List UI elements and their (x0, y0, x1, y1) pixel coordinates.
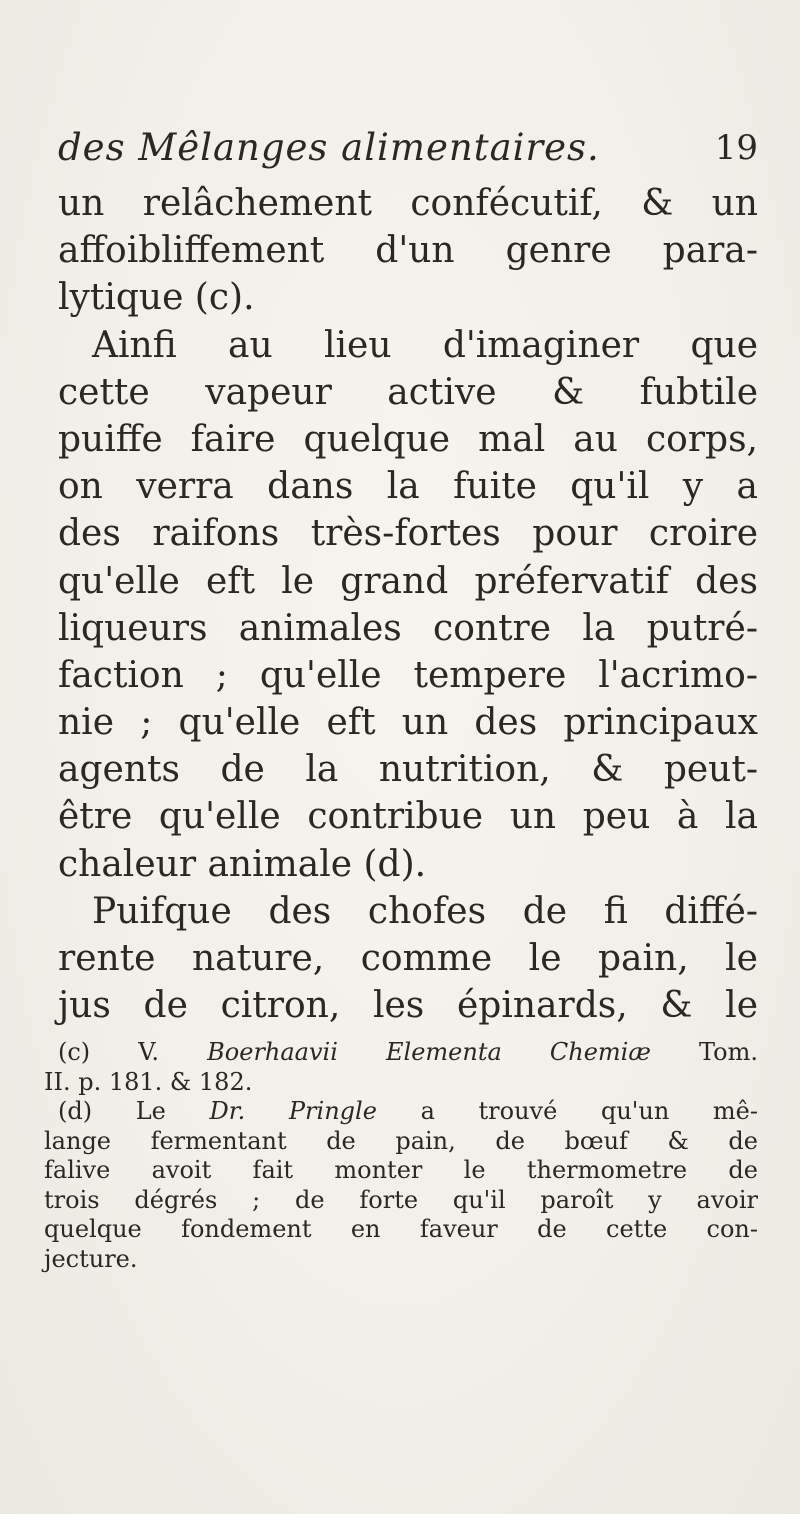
footnote-line: jecture. (44, 1244, 138, 1273)
footnote-line: trois dégrés ; de forte qu'il paroît y avoir (44, 1185, 758, 1214)
footnote-d (44, 1097, 758, 1127)
text-line: rente nature, comme le pain, le (58, 938, 758, 979)
footnote-line: falive avoit fait monter le thermometre de (44, 1156, 758, 1184)
footnote-line: quelque fondement en faveur de cette con- (44, 1215, 758, 1243)
running-title: des Mêlanges alimentaires. (58, 126, 600, 169)
footnote-c (44, 1038, 758, 1068)
footnote-line: lange fermentant de pain, de bœuf & de (44, 1126, 758, 1155)
footnote-citation: Boerhaavii Elementa Chemiæ (207, 1038, 651, 1066)
footnote-line: II. p. 181. & 182. (44, 1067, 253, 1096)
text-line: Ainfi au lieu d'imaginer que (92, 324, 758, 366)
footnote-marker: (c) V. (58, 1038, 160, 1066)
text-line: faction ; qu'elle tempere l'acrimo- (58, 654, 758, 696)
text-line: puiffe faire quelque mal au corps, (58, 418, 758, 460)
footnote-text: Tom. (699, 1038, 758, 1066)
text-line: agents de la nutrition, & peut- (58, 749, 758, 791)
text-line: chaleur animale (d). (58, 843, 427, 885)
text-line: un relâchement confécutif, & un (58, 183, 758, 224)
main-text (58, 180, 758, 1029)
page-number: 19 (714, 128, 758, 168)
text-line: nie ; qu'elle eft un des principaux (58, 702, 758, 744)
text-line: lytique (c). (58, 277, 255, 319)
text-line: être qu'elle contribue un peu à la (58, 796, 758, 838)
text-line: on verra dans la fuite qu'il y a (58, 466, 758, 508)
text-line: jus de citron, les épinards, & le (58, 985, 758, 1027)
text-line: liqueurs animales contre la putré- (58, 607, 758, 649)
footnotes (44, 1038, 758, 1274)
text-line: des raifons très-fortes pour croire (58, 513, 758, 555)
text-line: cette vapeur active & fubtile (58, 371, 758, 413)
text-line: Puifque des chofes de fi diffé- (92, 890, 758, 932)
text-line: qu'elle eft le grand préfervatif des (58, 560, 758, 602)
page-header (58, 126, 758, 176)
footnote-marker: (d) Le (58, 1097, 166, 1125)
text-line: affoibliffement d'un genre para- (58, 230, 758, 272)
footnote-text: a trouvé qu'un mê- (420, 1097, 758, 1125)
footnote-citation: Dr. Pringle (209, 1097, 377, 1125)
